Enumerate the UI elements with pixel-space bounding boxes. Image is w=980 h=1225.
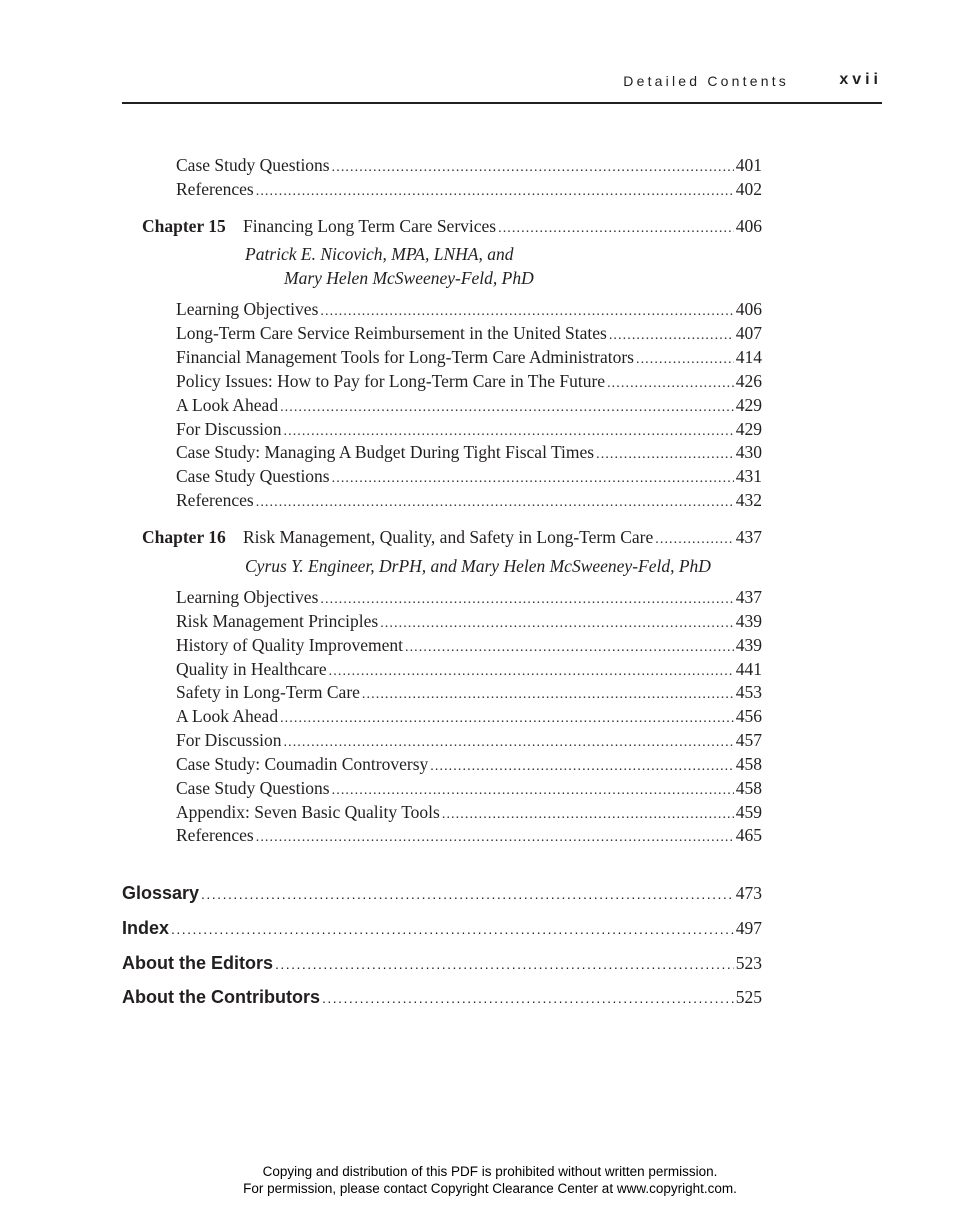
toc-entry-title: Case Study: Managing A Budget During Tight Fiscal Times: [176, 442, 595, 462]
dot-leader: [405, 634, 734, 659]
toc-entry-page: 465: [735, 825, 762, 845]
toc-entry-title: Financial Management Tools for Long-Term Care Administrators: [176, 347, 634, 367]
toc-entry-page: 523: [735, 953, 762, 973]
dot-leader: [442, 801, 734, 826]
toc-entry[interactable]: [176, 489, 762, 514]
dot-leader: [636, 346, 734, 371]
toc-entry-title: A Look Ahead: [176, 706, 279, 726]
chapter-label: Chapter 15: [142, 216, 226, 236]
about-editors-entry[interactable]: [122, 952, 762, 975]
toc-entry-page: 439: [735, 635, 762, 655]
toc-entry-title: Case Study Questions: [176, 466, 330, 486]
toc-entry-title: Policy Issues: How to Pay for Long-Term Care in The Future: [176, 371, 606, 391]
about-contributors-entry[interactable]: [122, 986, 762, 1009]
toc-entry-title: Case Study Questions: [176, 778, 330, 798]
toc-entry-title: Case Study: Coumadin Controversy: [176, 754, 429, 774]
page-number: xvii: [839, 71, 882, 88]
toc-entry-page: 429: [735, 395, 762, 415]
dot-leader: [280, 394, 734, 419]
toc-entry[interactable]: [176, 729, 762, 754]
dot-leader: [332, 777, 734, 802]
toc-entry-page: 497: [735, 918, 762, 938]
toc-entry-page: 432: [735, 490, 762, 510]
dot-leader: [322, 986, 734, 1009]
toc-entry[interactable]: [176, 441, 762, 466]
toc-entry-page: 458: [735, 754, 762, 774]
toc-entry-title: Learning Objectives: [176, 299, 319, 319]
toc-entry[interactable]: [176, 418, 762, 443]
toc-entry[interactable]: [176, 370, 762, 395]
dot-leader: [329, 658, 734, 683]
toc-entry-page: 406: [735, 299, 762, 319]
dot-leader: [171, 917, 734, 940]
toc-entry[interactable]: [176, 777, 762, 802]
toc-entry-page: 441: [735, 659, 762, 679]
toc-entry-page: 473: [735, 883, 762, 903]
toc-entry-page: 456: [735, 706, 762, 726]
chapter-page: 406: [735, 216, 762, 236]
footer-line-2: For permission, please contact Copyright Clearance Center at www.copyright.com.: [243, 1181, 737, 1196]
toc-entry-title: References: [176, 490, 254, 510]
toc-entry[interactable]: [176, 465, 762, 490]
toc-entry[interactable]: [176, 586, 762, 611]
toc-entry-page: 525: [735, 987, 762, 1007]
toc-entry-title: References: [176, 825, 254, 845]
dot-leader: [362, 681, 734, 706]
dot-leader: [275, 952, 734, 975]
dot-leader: [256, 489, 734, 514]
toc-entry-title: Risk Management Principles: [176, 611, 379, 631]
toc-entry-title: For Discussion: [176, 419, 282, 439]
toc-entry-page: 431: [735, 466, 762, 486]
toc-entry-title: History of Quality Improvement: [176, 635, 403, 655]
dot-leader: [596, 441, 734, 466]
toc-entry-title: For Discussion: [176, 730, 282, 750]
chapter-15-authors-line1: Patrick E. Nicovich, MPA, LNHA, and: [245, 244, 514, 264]
dot-leader: [380, 610, 734, 635]
toc-entry[interactable]: [176, 610, 762, 635]
toc-entry-title: References: [176, 179, 254, 199]
toc-entry-page: 457: [735, 730, 762, 750]
dot-leader: [280, 705, 734, 730]
toc-entry-title: Safety in Long-Term Care: [176, 682, 360, 702]
toc-entry-title: Learning Objectives: [176, 587, 319, 607]
toc-entry-page: 430: [735, 442, 762, 462]
dot-leader: [284, 418, 734, 443]
toc-entry[interactable]: [176, 346, 762, 371]
dot-leader: [655, 526, 734, 551]
footer-line-1: Copying and distribution of this PDF is prohibited without written permission.: [262, 1164, 718, 1179]
chapter-label: Chapter 16: [142, 527, 226, 547]
index-entry[interactable]: [122, 917, 762, 940]
chapter-page: 437: [735, 527, 762, 547]
toc-entry[interactable]: [176, 394, 762, 419]
toc-entry-title: About the Editors: [122, 953, 273, 973]
running-header: [122, 70, 882, 104]
dot-leader: [284, 729, 734, 754]
chapter-16-entry[interactable]: [142, 526, 762, 551]
toc-entry-title: About the Contributors: [122, 987, 320, 1007]
dot-leader: [498, 215, 734, 240]
toc-entry-page: 459: [735, 802, 762, 822]
toc-entry[interactable]: [176, 753, 762, 778]
toc-entry-title: Glossary: [122, 883, 200, 903]
dot-leader: [332, 154, 734, 179]
toc-entry-title: Index: [122, 918, 170, 938]
chapter-15-entry[interactable]: [142, 215, 762, 240]
glossary-entry[interactable]: [122, 882, 762, 905]
running-title: Detailed Contents: [623, 73, 789, 89]
chapter-15-authors-line2: Mary Helen McSweeney-Feld, PhD: [284, 268, 534, 288]
toc-entry-page: 439: [735, 611, 762, 631]
toc-entry-page: 402: [735, 179, 762, 199]
toc-entry-page: 426: [735, 371, 762, 391]
dot-leader: [256, 824, 734, 849]
toc-entry[interactable]: [176, 801, 762, 826]
dot-leader: [609, 322, 734, 347]
toc-entry[interactable]: [176, 154, 762, 179]
dot-leader: [320, 586, 733, 611]
chapter-16-authors: Cyrus Y. Engineer, DrPH, and Mary Helen McSweeney-Feld, PhD: [245, 556, 711, 576]
toc-entry-title: Appendix: Seven Basic Quality Tools: [176, 802, 440, 822]
toc-entry-page: 437: [735, 587, 762, 607]
toc-entry[interactable]: [176, 681, 762, 706]
dot-leader: [201, 882, 734, 905]
dot-leader: [320, 298, 733, 323]
chapter-title: Financing Long Term Care Services: [243, 216, 497, 236]
toc-entry[interactable]: [176, 298, 762, 323]
toc-entry[interactable]: [176, 705, 762, 730]
toc-entry[interactable]: [176, 824, 762, 849]
toc-entry[interactable]: [176, 658, 762, 683]
toc-entry-page: 429: [735, 419, 762, 439]
dot-leader: [607, 370, 734, 395]
dot-leader: [430, 753, 733, 778]
toc-entry-title: Case Study Questions: [176, 155, 330, 175]
toc-entry[interactable]: [176, 178, 762, 203]
toc-entry-title: Quality in Healthcare: [176, 659, 327, 679]
dot-leader: [332, 465, 734, 490]
toc-entry-page: 407: [735, 323, 762, 343]
toc-entry-page: 401: [735, 155, 762, 175]
chapter-title: Risk Management, Quality, and Safety in Long-Term Care: [243, 527, 654, 547]
toc-entry-page: 414: [735, 347, 762, 367]
copyright-footer: [0, 1163, 980, 1197]
toc-entry[interactable]: [176, 634, 762, 659]
toc-entry-title: A Look Ahead: [176, 395, 279, 415]
toc-entry-title: Long-Term Care Service Reimbursement in the United States: [176, 323, 607, 343]
toc-entry[interactable]: [176, 322, 762, 347]
toc-entry-page: 458: [735, 778, 762, 798]
toc-entry-page: 453: [735, 682, 762, 702]
dot-leader: [256, 178, 734, 203]
